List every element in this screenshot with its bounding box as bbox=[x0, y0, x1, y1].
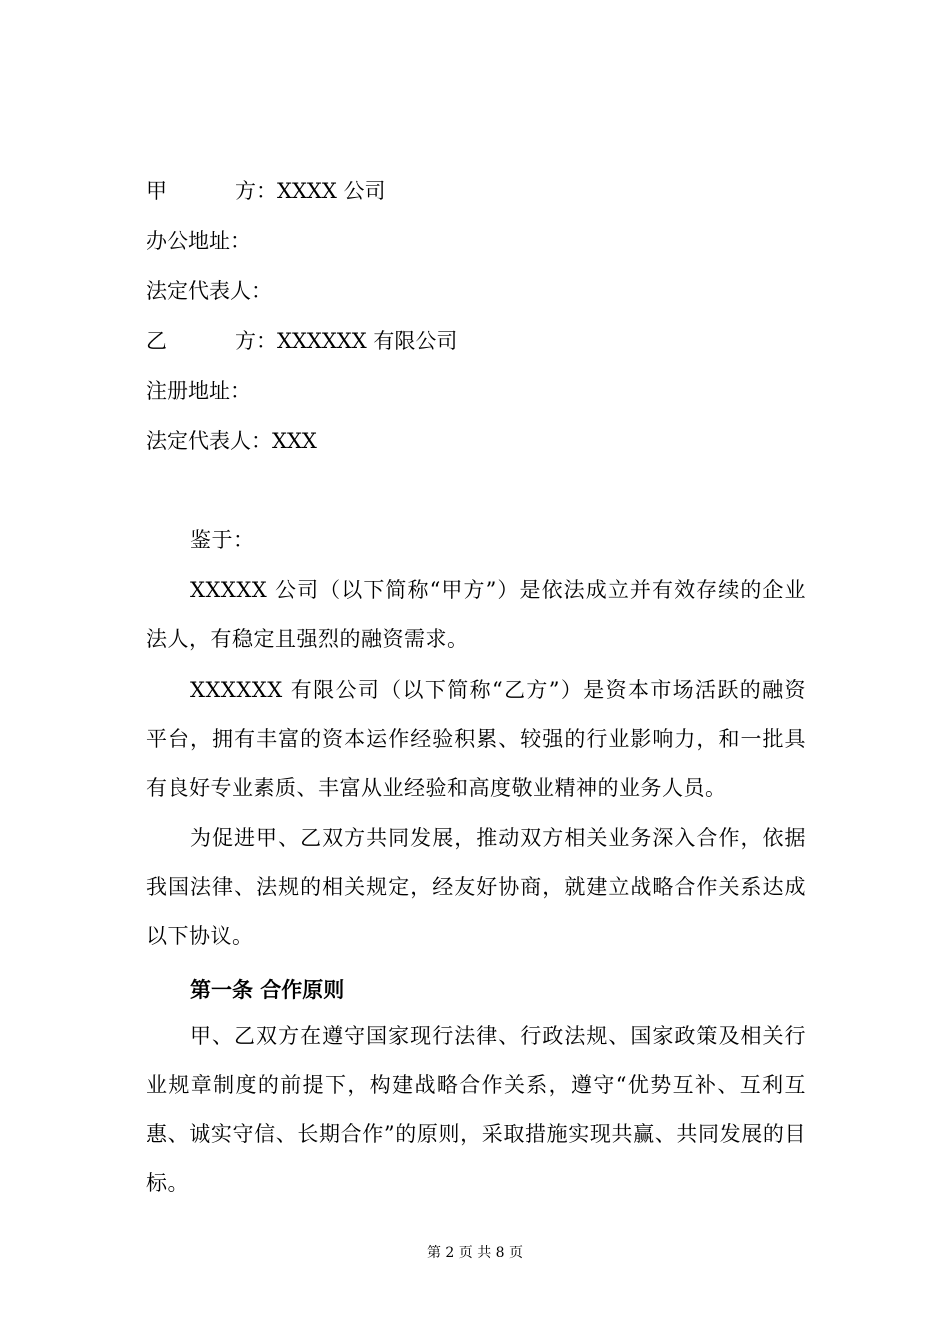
preamble-paragraph-party-a: XXXXX 公司（以下简称“甲方”）是依法成立并有效存续的企业法人，有稳定且强烈的融资需求。 bbox=[146, 578, 806, 651]
party-b-label-first: 乙 bbox=[146, 329, 167, 353]
preamble-paragraph-party-b: XXXXXX 有限公司（以下简称“乙方”）是资本市场活跃的融资平台，拥有丰富的资本运作经验积累、较强的行业影响力，和一批具有良好专业素质、丰富从业经验和高度敬业精神的业务人员。 bbox=[146, 678, 806, 800]
party-a-label-last: 方： bbox=[235, 179, 277, 203]
office-address-line bbox=[146, 226, 806, 256]
preamble-paragraph-purpose: 为促进甲、乙双方共同发展，推动双方相关业务深入合作，依据我国法律、法规的相关规定，经友好协商，就建立战略合作关系达成以下协议。 bbox=[146, 826, 806, 948]
office-address-label: 办公地址： bbox=[146, 229, 251, 253]
whereas-heading: 鉴于： bbox=[190, 528, 255, 552]
party-b-label-last: 方： bbox=[235, 329, 277, 353]
registered-address-label: 注册地址： bbox=[146, 379, 251, 403]
legal-rep-b-label: 法定代表人： bbox=[146, 429, 272, 453]
legal-rep-b-value: XXX bbox=[272, 429, 317, 453]
party-b-value: XXXXXX 有限公司 bbox=[277, 329, 458, 353]
party-a-line bbox=[146, 176, 806, 206]
party-b-line bbox=[146, 326, 806, 356]
party-a-label-first: 甲 bbox=[146, 179, 167, 203]
legal-rep-b-line bbox=[146, 426, 806, 456]
party-a-value: XXXX 公司 bbox=[277, 179, 386, 203]
article-1-title: 第一条 合作原则 bbox=[190, 978, 345, 1002]
legal-rep-a-line bbox=[146, 276, 806, 306]
registered-address-line bbox=[146, 376, 806, 406]
page-indicator: 第 2 页 共 8 页 bbox=[426, 1245, 524, 1261]
article-1-text: 甲、乙双方在遵守国家现行法律、行政法规、国家政策及相关行业规章制度的前提下，构建战略合作关系，遵守“优势互补、互利互惠、诚实守信、长期合作”的原则，采取措施实现共赢、共同发展的目标。 bbox=[146, 1024, 806, 1195]
legal-rep-a-label: 法定代表人： bbox=[146, 279, 272, 303]
